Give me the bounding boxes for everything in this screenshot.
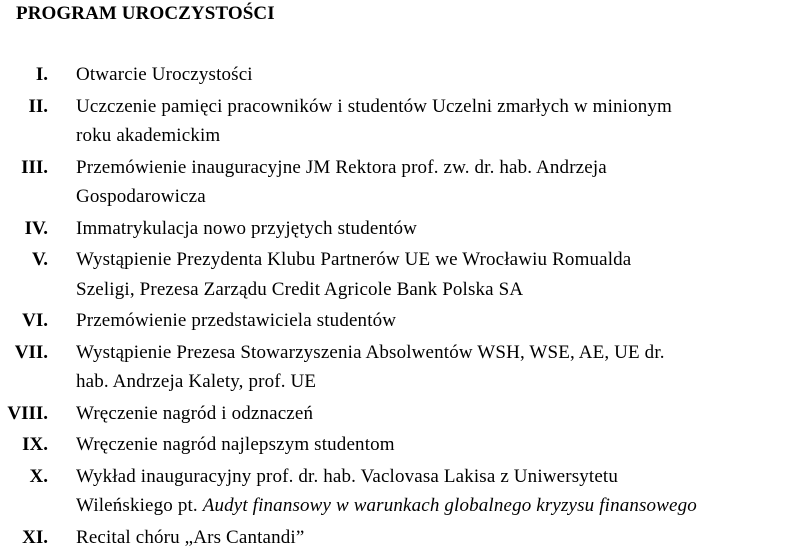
item-text-line: Przemówienie przedstawiciela studentów [76, 310, 397, 331]
program-item [0, 245, 800, 304]
item-text-line: Wystąpienie Prezesa Stowarzyszenia Absolwentów WSH, WSE, AE, UE dr. [76, 341, 665, 363]
item-text [76, 214, 776, 244]
item-number: IX. [22, 434, 48, 455]
program-item [0, 60, 800, 90]
item-text-line: Otwarcie Uroczystości [76, 64, 253, 85]
item-number: II. [28, 95, 48, 117]
program-item [0, 399, 800, 429]
item-text-line: roku akademickim [76, 125, 221, 146]
item-text [76, 153, 776, 212]
item-text [76, 60, 776, 90]
lecture-title: Audyt finansowy w warunkach globalnego kryzysu finansowego [202, 495, 697, 516]
item-number: X. [29, 465, 48, 487]
program-item [0, 462, 800, 521]
item-text-plain: Wileńskiego pt. [76, 495, 203, 516]
item-text-line [76, 491, 776, 521]
item-text-line: Recital chóru „Ars Cantandi” [76, 526, 305, 548]
item-text-line: Przemówienie inauguracyjne JM Rektora prof. zw. dr. hab. Andrzeja [76, 156, 607, 178]
program-item [0, 153, 800, 212]
program-item [0, 338, 800, 397]
item-text-line: Immatrykulacja nowo przyjętych studentów [76, 217, 418, 239]
program-item [0, 214, 800, 244]
program-item [0, 306, 800, 336]
item-text-line: Wystąpienie Prezydenta Klubu Partnerów UE we Wrocławiu Romualda [76, 249, 632, 270]
item-number: III. [21, 156, 48, 178]
item-text-line: Wręczenie nagród i odznaczeń [76, 402, 314, 424]
item-number: VI. [22, 310, 48, 331]
item-number: I. [35, 64, 48, 85]
program-item [0, 92, 800, 151]
item-text [76, 338, 776, 397]
program-list [0, 60, 800, 554]
item-text-line: Uczczenie pamięci pracowników i studentów Uczelni zmarłych w minionym [76, 95, 672, 117]
item-number: V. [31, 249, 48, 270]
item-text [76, 399, 776, 429]
item-text [76, 462, 776, 521]
item-number: XI. [22, 526, 48, 548]
item-text [76, 92, 776, 151]
item-text-line: Gospodarowicza [76, 186, 206, 207]
program-item [0, 523, 800, 553]
item-text [76, 306, 776, 336]
program-item [0, 430, 800, 460]
item-text-line: hab. Andrzeja Kalety, prof. UE [76, 371, 317, 392]
item-text-line: Wykład inauguracyjny prof. dr. hab. Vaclovasa Lakisa z Uniwersytetu [76, 465, 618, 487]
item-text [76, 245, 776, 304]
item-number: VII. [14, 341, 48, 363]
item-text-line: Wręczenie nagród najlepszym studentom [76, 434, 395, 455]
item-number: IV. [24, 217, 48, 239]
item-text-line: Szeligi, Prezesa Zarządu Credit Agricole Bank Polska SA [76, 278, 524, 300]
item-number: VIII. [7, 402, 48, 424]
item-text [76, 430, 776, 460]
item-text [76, 523, 776, 553]
program-title: PROGRAM UROCZYSTOŚCI [16, 3, 275, 24]
